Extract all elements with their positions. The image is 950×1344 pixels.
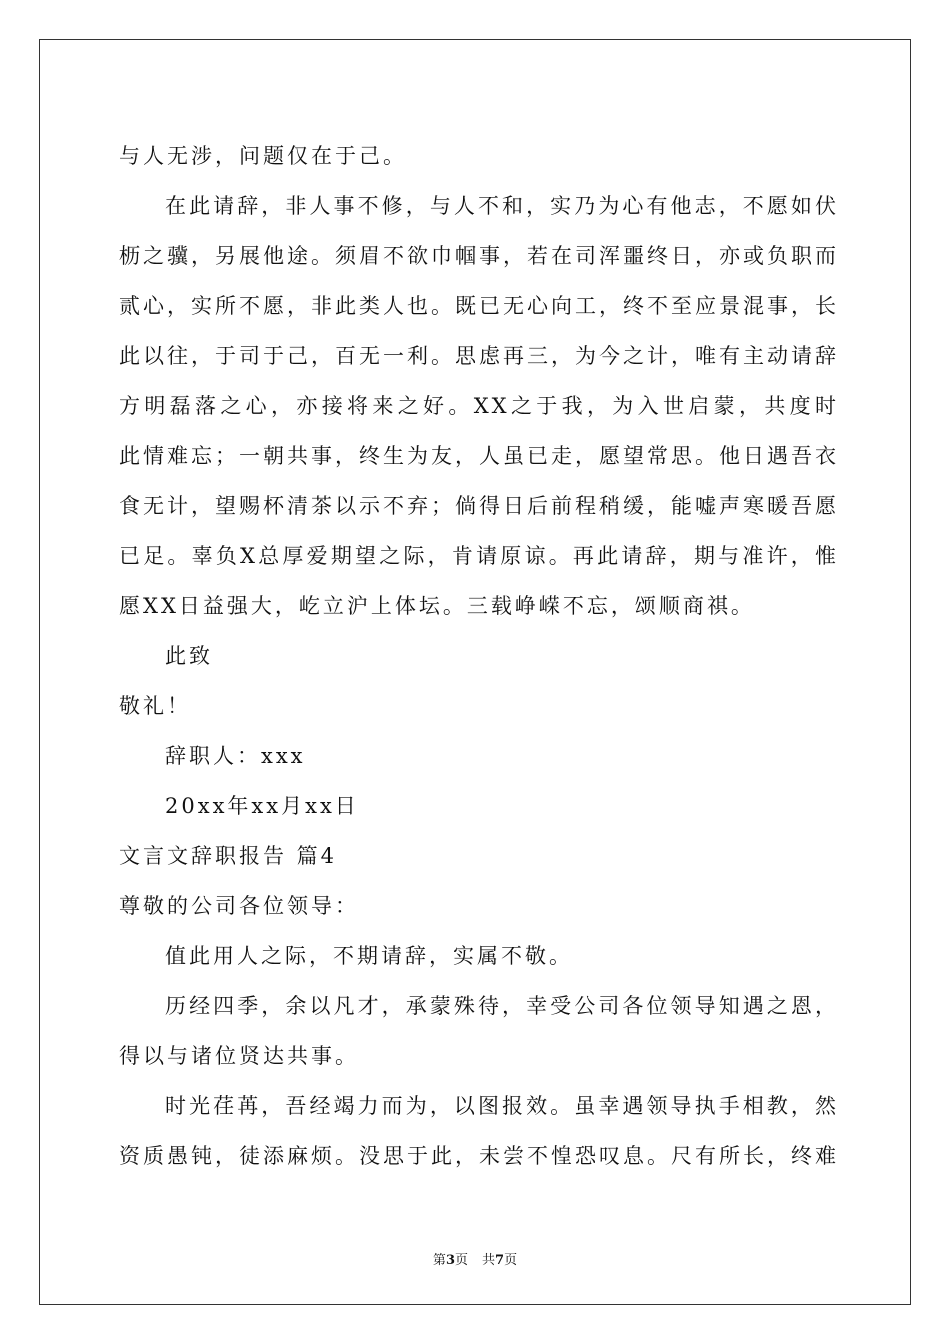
- text-line: 在此请辞，非人事不修，与人不和，实乃为心有他志，不愿如伏: [165, 194, 839, 218]
- text-line: 食无计，望赐杯清茶以示不弃；倘得日后前程稍缓，能嘘声寒暖吾愿: [119, 494, 839, 518]
- page-prefix: 第: [432, 1253, 446, 1268]
- text-line: 历经四季，余以凡才，承蒙殊待，幸受公司各位领导知遇之恩，: [165, 994, 839, 1018]
- section-heading: 文言文辞职报告 篇4: [119, 844, 338, 868]
- total-prefix: 共: [482, 1253, 496, 1268]
- closing-regards: 敬礼！: [119, 694, 191, 718]
- document-body: [119, 131, 839, 1181]
- text-line: 资质愚钝，徒添麻烦。没思于此，未尝不惶恐叹息。尺有所长，终难: [119, 1144, 839, 1168]
- closing-salutation: 此致: [165, 644, 213, 668]
- greeting-line: 尊敬的公司各位领导：: [119, 894, 359, 918]
- page-footer: [40, 1249, 910, 1268]
- text-line: 时光荏苒，吾经竭力而为，以图报效。虽幸遇领导执手相教，然: [165, 1094, 839, 1118]
- text-line: 此以往，于司于己，百无一利。思虑再三，为今之计，唯有主动请辞: [119, 344, 839, 368]
- text-line: 值此用人之际，不期请辞，实属不敬。: [165, 944, 573, 968]
- page-total: 7: [495, 1253, 505, 1268]
- text-line: 与人无涉，问题仅在于己。: [119, 144, 407, 168]
- signature-line: 辞职人：xxx: [165, 744, 306, 768]
- page-current: 3: [445, 1253, 455, 1268]
- document-page: [39, 39, 911, 1305]
- text-line: 贰心，实所不愿，非此类人也。既已无心向工，终不至应景混事，长: [119, 294, 839, 318]
- text-line: 已足。辜负X总厚爱期望之际，肯请原谅。再此请辞，期与准许，惟: [119, 544, 839, 568]
- text-line: 得以与诸位贤达共事。: [119, 1044, 359, 1068]
- total-unit: 页: [504, 1253, 518, 1268]
- text-line: 枥之骥，另展他途。须眉不欲巾帼事，若在司浑噩终日，亦或负职而: [119, 244, 839, 268]
- date-line: 20xx年xx月xx日: [165, 794, 359, 818]
- text-line: 方明磊落之心，亦接将来之好。XX之于我，为入世启蒙，共度时: [119, 394, 839, 418]
- page-unit: 页: [454, 1253, 468, 1268]
- text-line: 愿XX日益强大，屹立沪上体坛。三载峥嵘不忘，颂顺商祺。: [119, 594, 755, 618]
- text-line: 此情难忘；一朝共事，终生为友，人虽已走，愿望常思。他日遇吾衣: [119, 444, 839, 468]
